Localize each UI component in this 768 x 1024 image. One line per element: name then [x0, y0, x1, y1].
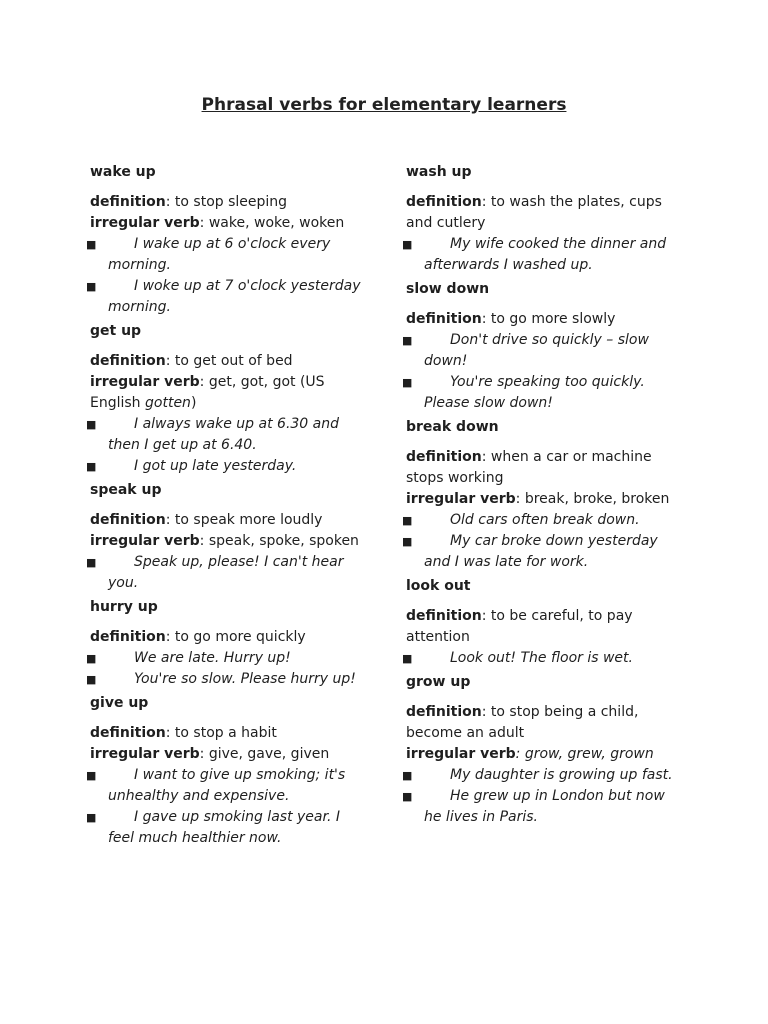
verb-heading: hurry up [90, 599, 158, 615]
irregular-tail: ) [190, 395, 197, 411]
example-list [402, 234, 681, 276]
example-item: ■ My car broke down yesterday and I was late for work. [402, 533, 658, 570]
entry-give-up [86, 693, 365, 849]
definition-text: : to speak more loudly [165, 512, 323, 528]
definition-text: : to stop sleeping [165, 194, 288, 210]
example-item: ■ Old cars often break down. [406, 510, 681, 531]
entry-speak-up [86, 480, 365, 594]
entry-wash-up [402, 162, 681, 276]
verb-heading: look out [406, 578, 471, 594]
example-item: ■ Don't drive so quickly – slow down! [402, 332, 649, 369]
entry-wake-up [86, 162, 365, 318]
definition-line [406, 702, 681, 744]
example-item: ■ Speak up, please! I can't hear you. [86, 554, 344, 591]
irregular-line [406, 489, 681, 510]
example-item: ■ You're so slow. Please hurry up! [90, 669, 365, 690]
definition-text: : to go more quickly [165, 629, 306, 645]
definition-label: definition [90, 629, 166, 645]
entry-break-down [402, 417, 681, 573]
entry-slow-down [402, 279, 681, 414]
definition-label: definition [406, 449, 482, 465]
bullet-icon: ■ [86, 673, 97, 686]
irregular-line [406, 744, 681, 765]
definition-text: : to go more slowly [481, 311, 616, 327]
bullet-icon: ■ [86, 811, 97, 824]
example-list [86, 234, 365, 318]
irregular-label: irregular verb [90, 374, 200, 390]
example-list [402, 330, 681, 414]
irregular-label: irregular verb [90, 533, 200, 549]
irregular-line [90, 531, 365, 552]
irregular-text: : give, gave, given [199, 746, 330, 762]
bullet-icon: ■ [402, 535, 413, 548]
bullet-icon: ■ [86, 556, 97, 569]
bullet-icon: ■ [402, 334, 413, 347]
irregular-line [90, 213, 365, 234]
definition-text: : to be careful, to pay attention [406, 608, 633, 645]
definition-label: definition [406, 704, 482, 720]
bullet-icon: ■ [86, 652, 97, 665]
definition-line [406, 309, 681, 330]
page-title: Phrasal verbs for elementary learners [201, 95, 567, 115]
definition-line [90, 723, 365, 744]
left-column [86, 160, 365, 849]
entry-hurry-up [86, 597, 365, 690]
verb-heading: get up [90, 323, 142, 339]
bullet-icon: ■ [402, 376, 413, 389]
example-item: ■ I always wake up at 6.30 and then I get up at 6.40. [86, 416, 339, 453]
verb-heading: break down [406, 419, 499, 435]
irregular-italic: gotten [145, 395, 191, 411]
irregular-label: irregular verb [406, 746, 516, 762]
entry-look-out [402, 576, 681, 669]
definition-text: : to wash the plates, cups and cutlery [406, 194, 662, 231]
entry-grow-up [402, 672, 681, 828]
irregular-line [90, 744, 365, 765]
example-list [86, 552, 365, 594]
entry-get-up [86, 321, 365, 477]
bullet-icon: ■ [86, 769, 97, 782]
definition-line [406, 192, 681, 234]
definition-line [90, 627, 365, 648]
definition-line [90, 351, 365, 372]
bullet-icon: ■ [86, 280, 97, 293]
irregular-text: : speak, spoke, spoken [199, 533, 359, 549]
definition-text: : when a car or machine stops working [406, 449, 652, 486]
definition-label: definition [406, 194, 482, 210]
irregular-text: : break, broke, broken [515, 491, 670, 507]
definition-text: : to get out of bed [165, 353, 293, 369]
bullet-icon: ■ [402, 790, 413, 803]
definition-text: : to stop being a child, become an adult [406, 704, 639, 741]
example-list [402, 648, 681, 669]
irregular-line [90, 372, 365, 414]
bullet-icon: ■ [402, 514, 413, 527]
example-list [86, 648, 365, 690]
definition-text: : to stop a habit [165, 725, 277, 741]
irregular-text: : get, got, got (US English [90, 374, 325, 411]
definition-line [406, 447, 681, 489]
example-item: ■ I woke up at 7 o'clock yesterday morning. [86, 278, 361, 315]
irregular-text: : wake, woke, woken [199, 215, 345, 231]
definition-label: definition [90, 725, 166, 741]
irregular-text: : grow, grew, grown [515, 746, 654, 762]
irregular-label: irregular verb [90, 215, 200, 231]
example-item: ■ My wife cooked the dinner and afterwards I washed up. [402, 236, 667, 273]
definition-line [406, 606, 681, 648]
example-item: ■ We are late. Hurry up! [90, 648, 365, 669]
example-item: ■ You're speaking too quickly. Please slow down! [402, 374, 645, 411]
example-list [402, 765, 681, 828]
verb-heading: wake up [90, 164, 156, 180]
verb-heading: slow down [406, 281, 490, 297]
example-list [86, 765, 365, 849]
example-list [402, 510, 681, 573]
verb-heading: give up [90, 695, 149, 711]
definition-line [90, 192, 365, 213]
definition-label: definition [406, 311, 482, 327]
example-item: ■ I got up late yesterday. [90, 456, 365, 477]
example-item: ■ My daughter is growing up fast. [406, 765, 681, 786]
definition-label: definition [90, 353, 166, 369]
bullet-icon: ■ [86, 238, 97, 251]
bullet-icon: ■ [402, 238, 413, 251]
example-item: ■ Look out! The floor is wet. [406, 648, 681, 669]
bullet-icon: ■ [86, 418, 97, 431]
example-item: ■ I want to give up smoking; it's unhealthy and expensive. [86, 767, 346, 804]
example-item: ■ I gave up smoking last year. I feel much healthier now. [86, 809, 340, 846]
example-item: ■ I wake up at 6 o'clock every morning. [86, 236, 331, 273]
example-item: ■ He grew up in London but now he lives in Paris. [402, 788, 665, 825]
verb-heading: wash up [406, 164, 472, 180]
definition-label: definition [90, 512, 166, 528]
irregular-label: irregular verb [90, 746, 200, 762]
example-list [86, 414, 365, 477]
definition-label: definition [406, 608, 482, 624]
bullet-icon: ■ [402, 769, 413, 782]
irregular-label: irregular verb [406, 491, 516, 507]
bullet-icon: ■ [86, 460, 97, 473]
verb-heading: grow up [406, 674, 471, 690]
definition-label: definition [90, 194, 166, 210]
bullet-icon: ■ [402, 652, 413, 665]
right-column [402, 160, 681, 828]
definition-line [90, 510, 365, 531]
verb-heading: speak up [90, 482, 162, 498]
